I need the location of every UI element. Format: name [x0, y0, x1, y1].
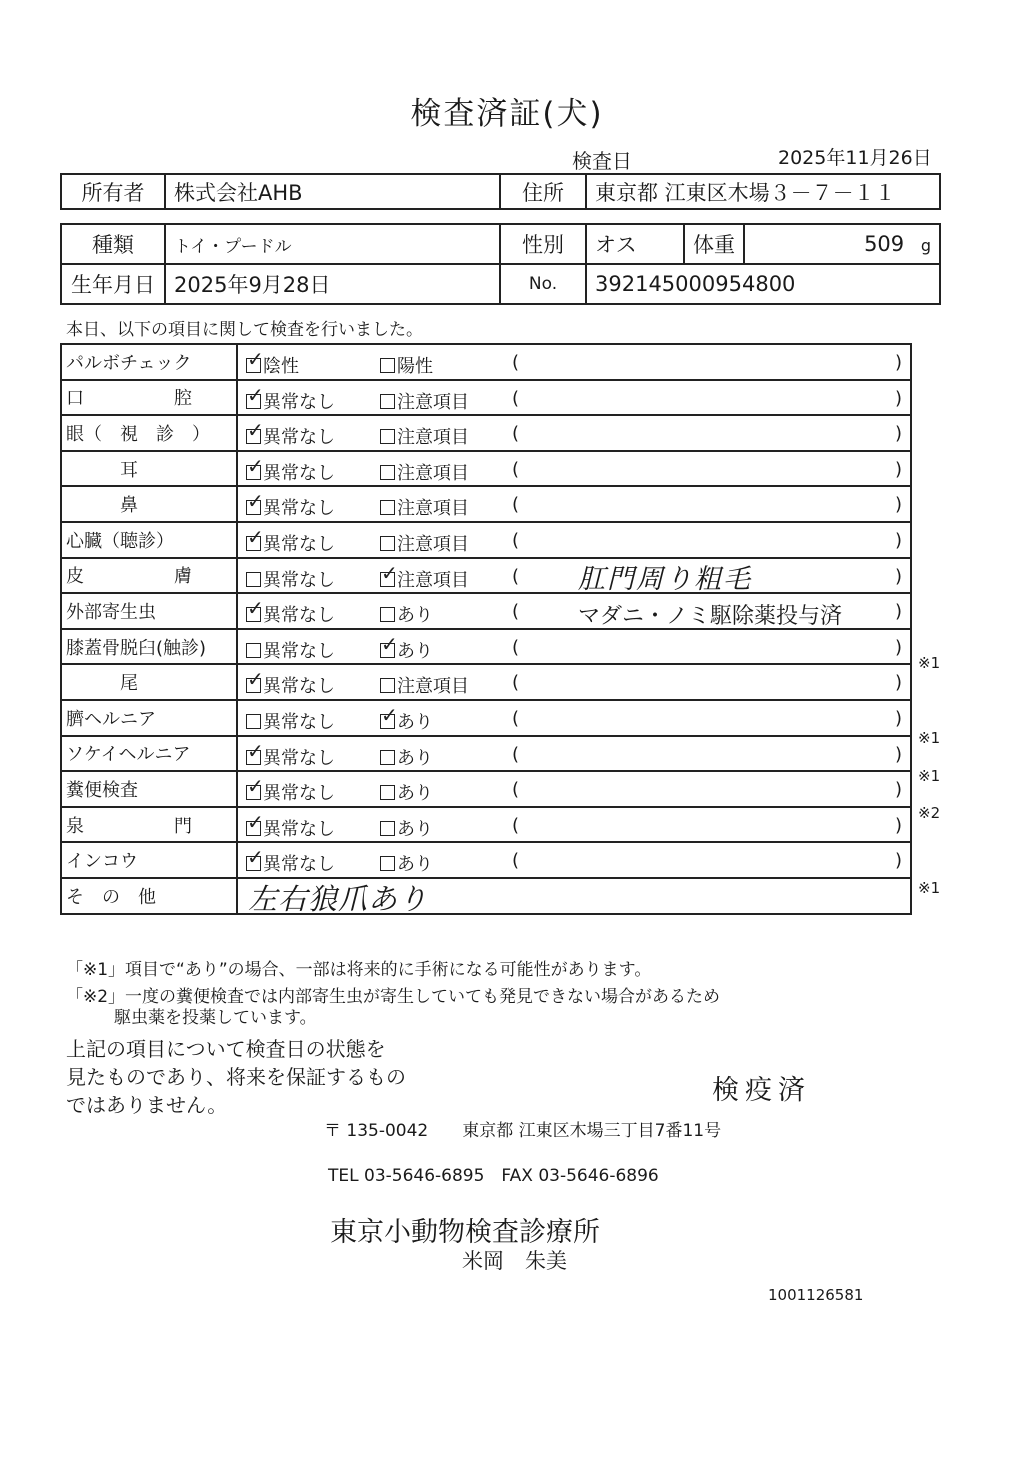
check-item-label: 耳 — [61, 451, 237, 487]
intro-text: 本日、以下の項目に関して検査を行いました。 — [66, 320, 423, 340]
close-paren: ) — [894, 850, 902, 872]
check-note: マダニ・ノミ駆除薬投与済 — [578, 604, 843, 630]
number-label: No. — [500, 264, 586, 304]
checkbox-icon[interactable] — [380, 714, 395, 729]
check-cell — [237, 807, 911, 843]
weight-unit: g — [920, 236, 931, 255]
open-paren: ( — [512, 387, 520, 409]
close-paren: ) — [894, 352, 902, 373]
checkbox-icon[interactable] — [246, 394, 261, 409]
weight-cell — [744, 224, 940, 264]
check-row — [61, 415, 911, 451]
veterinarian-name: 米岡 朱美 — [462, 1249, 567, 1273]
option-normal[interactable]: ✓ 異常なし — [246, 672, 335, 698]
open-paren: ( — [512, 779, 520, 801]
option-abnormal[interactable]: 注意項目 — [380, 388, 469, 414]
check-row — [61, 522, 911, 558]
owner-table — [60, 173, 941, 210]
checkbox-icon[interactable] — [246, 714, 261, 729]
check-cell — [237, 415, 911, 451]
option-normal[interactable]: ✓ 異常なし — [246, 850, 335, 876]
open-paren: ( — [512, 672, 520, 694]
check-row — [61, 842, 911, 878]
open-paren: ( — [512, 352, 520, 373]
option-abnormal[interactable]: ✓ 注意項目 — [380, 566, 469, 592]
option-normal[interactable]: ✓ 異常なし — [246, 530, 335, 556]
option-abnormal[interactable]: あり — [380, 601, 433, 627]
open-paren: ( — [512, 707, 520, 729]
check-item-label: 泉 門 — [61, 807, 237, 843]
open-paren: ( — [512, 814, 520, 836]
option-abnormal[interactable]: あり — [380, 779, 433, 805]
check-row — [61, 700, 911, 736]
close-paren: ) — [894, 565, 902, 587]
check-cell — [237, 593, 911, 629]
check-row — [61, 629, 911, 665]
weight-value: 509 — [864, 232, 905, 256]
footnote-2-cont: 駆虫薬を投薬しています。 — [114, 1008, 317, 1028]
other-label: そ の 他 — [61, 878, 237, 914]
footnote-mark: ※2 — [918, 804, 941, 823]
check-cell — [237, 700, 911, 736]
quarantine-stamp: 検疫済 — [712, 1075, 811, 1106]
check-cell — [237, 344, 911, 380]
check-cell — [237, 451, 911, 487]
checkbox-icon[interactable] — [380, 465, 395, 480]
other-cell — [237, 878, 911, 914]
disclaimer-line: ではありません。 — [66, 1093, 228, 1117]
owner-value: 株式会社AHB — [165, 174, 500, 209]
open-paren: ( — [512, 565, 520, 587]
inspection-date-value: 2025年11月26日 — [778, 147, 932, 169]
address-value: 東京都 江東区木場３－７－１１ — [586, 174, 940, 209]
close-paren: ) — [894, 529, 902, 551]
serial-number: 1001126581 — [768, 1286, 864, 1304]
check-cell — [237, 522, 911, 558]
checkbox-icon[interactable] — [246, 572, 261, 587]
checkbox-icon[interactable] — [380, 429, 395, 444]
close-paren: ) — [894, 494, 902, 516]
check-row — [61, 451, 911, 487]
check-cell — [237, 771, 911, 807]
option-abnormal[interactable]: 注意項目 — [380, 459, 469, 485]
open-paren: ( — [512, 850, 520, 872]
sex-value: オス — [586, 224, 684, 264]
check-item-label: 膝蓋骨脱臼(触診) — [61, 629, 237, 665]
checkbox-icon[interactable] — [246, 465, 261, 480]
footnote-1: 「※1」項目で“あり”の場合、一部は将来的に手術になる可能性があります。 — [66, 960, 652, 980]
clinic-address: 〒 135-0042 東京都 江東区木場三丁目7番11号 — [324, 1121, 722, 1141]
option-normal[interactable]: 異常なし — [246, 566, 335, 592]
check-item-label: 外部寄生虫 — [61, 593, 237, 629]
option-normal[interactable]: ✓ 異常なし — [246, 423, 335, 449]
footnote-2: 「※2」一度の糞便検査では内部寄生虫が寄生していても発見できない場合があるため — [66, 987, 721, 1007]
disclaimer-line: 上記の項目について検査日の状態を — [66, 1037, 386, 1061]
checkbox-icon[interactable] — [380, 821, 395, 836]
footnote-mark: ※1 — [918, 879, 941, 898]
option-normal[interactable]: ✓ 異常なし — [246, 601, 335, 627]
checkbox-icon[interactable] — [380, 750, 395, 765]
checkbox-icon[interactable] — [246, 429, 261, 444]
footnote-mark: ※1 — [918, 766, 941, 785]
check-item-label: 尾 — [61, 664, 237, 700]
checkbox-icon[interactable] — [380, 536, 395, 551]
check-cell — [237, 558, 911, 594]
option-abnormal[interactable]: あり — [380, 850, 433, 876]
close-paren: ) — [894, 743, 902, 765]
close-paren: ) — [894, 636, 902, 658]
checkbox-icon[interactable] — [246, 821, 261, 836]
weight-label: 体重 — [684, 224, 744, 264]
checkbox-icon[interactable] — [380, 678, 395, 693]
check-row — [61, 664, 911, 700]
option-abnormal[interactable]: 注意項目 — [380, 494, 469, 520]
number-value: 392145000954800 — [586, 264, 940, 304]
owner-label: 所有者 — [61, 174, 165, 209]
option-abnormal[interactable]: あり — [380, 744, 433, 770]
open-paren: ( — [512, 636, 520, 658]
checkbox-icon[interactable] — [380, 358, 395, 373]
check-row — [61, 736, 911, 772]
breed-label: 種類 — [61, 224, 165, 264]
close-paren: ) — [894, 672, 902, 694]
option-abnormal[interactable]: 注意項目 — [380, 672, 469, 698]
close-paren: ) — [894, 423, 902, 445]
check-row — [61, 380, 911, 416]
close-paren: ) — [894, 779, 902, 801]
option-abnormal[interactable]: 陽性 — [380, 352, 433, 378]
check-row — [61, 344, 911, 380]
check-item-label: 口 腔 — [61, 380, 237, 416]
option-normal[interactable]: ✓ 異常なし — [246, 815, 335, 841]
check-row — [61, 593, 911, 629]
check-item-label: 眼（ 視 診 ） — [61, 415, 237, 451]
check-item-label: パルボチェック — [61, 344, 237, 380]
option-abnormal[interactable]: 注意項目 — [380, 423, 469, 449]
check-row — [61, 486, 911, 522]
option-normal[interactable]: ✓ 異常なし — [246, 494, 335, 520]
animal-table — [60, 223, 941, 305]
checkbox-icon[interactable] — [246, 358, 261, 373]
checkbox-icon[interactable] — [380, 500, 395, 515]
checkbox-icon[interactable] — [380, 785, 395, 800]
close-paren: ) — [894, 458, 902, 480]
clinic-name: 東京小動物検査診療所 — [330, 1217, 600, 1248]
option-normal[interactable]: 異常なし — [246, 708, 335, 734]
close-paren: ) — [894, 387, 902, 409]
close-paren: ) — [894, 814, 902, 836]
disclaimer-line: 見たものであり、将来を保証するもの — [66, 1065, 406, 1089]
checkbox-icon[interactable] — [246, 607, 261, 622]
option-normal[interactable]: ✓ 異常なし — [246, 744, 335, 770]
checkbox-icon[interactable] — [380, 572, 395, 587]
address-label: 住所 — [500, 174, 586, 209]
option-abnormal[interactable]: ✓ あり — [380, 708, 433, 734]
checkbox-icon[interactable] — [246, 785, 261, 800]
sex-label: 性別 — [500, 224, 586, 264]
open-paren: ( — [512, 458, 520, 480]
option-normal[interactable]: 異常なし — [246, 637, 335, 663]
checkbox-icon[interactable] — [380, 607, 395, 622]
close-paren: ) — [894, 601, 902, 623]
check-cell — [237, 380, 911, 416]
option-abnormal[interactable]: ✓ あり — [380, 637, 433, 663]
option-normal[interactable]: ✓ 陰性 — [246, 352, 299, 378]
check-row — [61, 558, 911, 594]
close-paren: ) — [894, 707, 902, 729]
checkbox-icon[interactable] — [380, 394, 395, 409]
check-cell — [237, 629, 911, 665]
option-abnormal[interactable]: 注意項目 — [380, 530, 469, 556]
check-cell — [237, 486, 911, 522]
footnote-mark: ※1 — [918, 729, 941, 747]
open-paren: ( — [512, 423, 520, 445]
checks-table — [60, 343, 912, 915]
check-item-label: 糞便検査 — [61, 771, 237, 807]
document-title: 検査済証(犬) — [410, 96, 604, 132]
disclaimer — [66, 1035, 406, 1119]
open-paren: ( — [512, 743, 520, 765]
check-item-label: 心臓（聴診） — [61, 522, 237, 558]
option-abnormal[interactable]: あり — [380, 815, 433, 841]
breed-value: トイ・プードル — [165, 224, 500, 264]
inspection-date-label: 検査日 — [572, 149, 632, 173]
checkbox-icon[interactable] — [246, 536, 261, 551]
checkbox-icon[interactable] — [380, 856, 395, 871]
option-normal[interactable]: ✓ 異常なし — [246, 779, 335, 805]
check-cell — [237, 664, 911, 700]
other-note: 左右狼爪あり — [248, 881, 429, 916]
check-row — [61, 807, 911, 843]
checkbox-icon[interactable] — [246, 678, 261, 693]
checkbox-icon[interactable] — [246, 643, 261, 658]
open-paren: ( — [512, 529, 520, 551]
check-item-label: 皮 膚 — [61, 558, 237, 594]
check-item-label: ソケイヘルニア — [61, 736, 237, 772]
checkbox-icon[interactable] — [246, 856, 261, 871]
open-paren: ( — [512, 494, 520, 516]
birth-value: 2025年9月28日 — [165, 264, 500, 304]
birth-label: 生年月日 — [61, 264, 165, 304]
check-note: 肛門周り粗毛 — [578, 563, 752, 595]
check-cell — [237, 736, 911, 772]
check-row — [61, 771, 911, 807]
option-normal[interactable]: ✓ 異常なし — [246, 388, 335, 414]
check-item-label: 臍ヘルニア — [61, 700, 237, 736]
checkbox-icon[interactable] — [380, 643, 395, 658]
check-cell — [237, 842, 911, 878]
open-paren: ( — [512, 601, 520, 623]
checkbox-icon[interactable] — [246, 750, 261, 765]
check-item-label: インコウ — [61, 842, 237, 878]
footnote-mark: ※1 — [918, 653, 941, 672]
check-item-label: 鼻 — [61, 486, 237, 522]
other-row — [61, 878, 911, 914]
option-normal[interactable]: ✓ 異常なし — [246, 459, 335, 485]
checkbox-icon[interactable] — [246, 500, 261, 515]
clinic-phone: TEL 03-5646-6895 FAX 03-5646-6896 — [328, 1166, 659, 1186]
